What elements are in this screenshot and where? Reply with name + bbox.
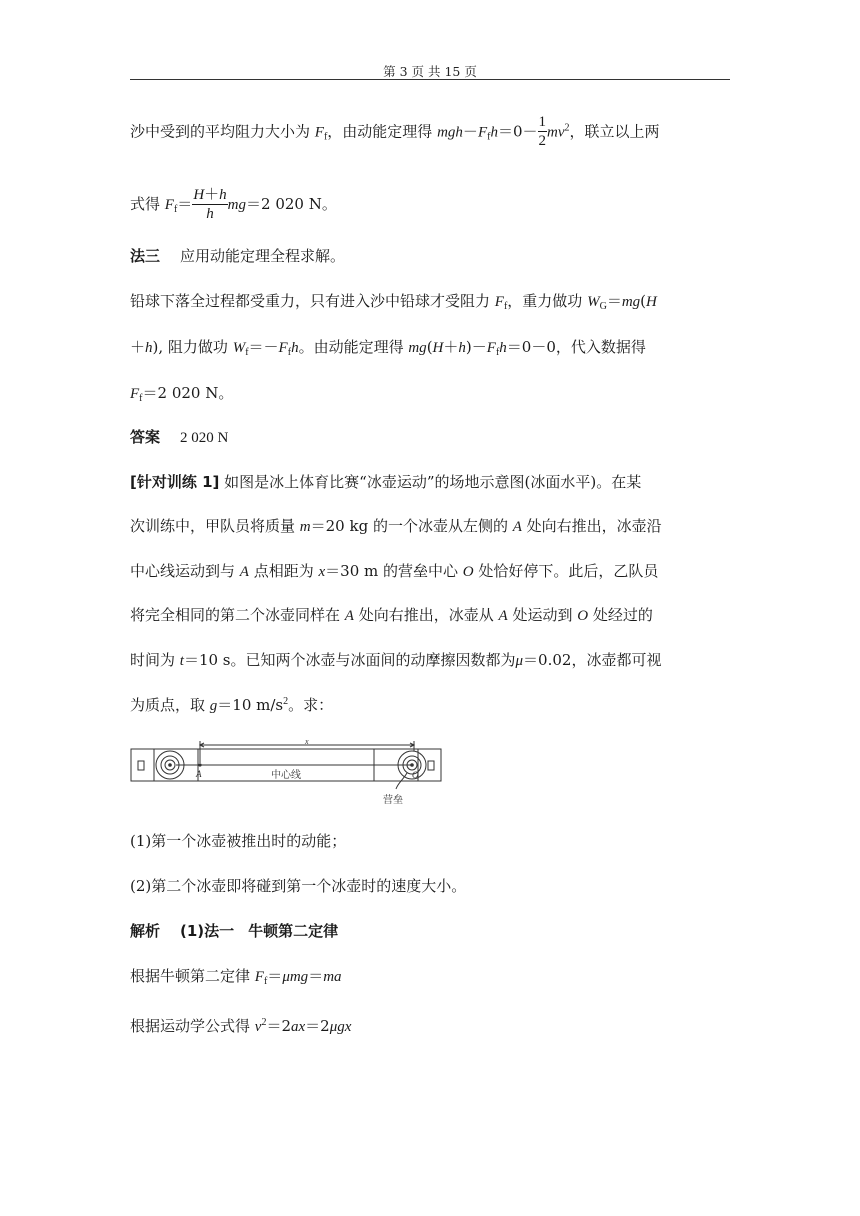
answer-label: 答案 bbox=[130, 428, 161, 446]
training-line-4: 将完全相同的第二个冰壶同样在 A 处向右推出，冰壶从 A 处运动到 O 处经过的 bbox=[130, 606, 653, 624]
point-a-marker bbox=[198, 763, 201, 766]
solution-heading: 解析 (1)法一 牛顿第二定律 bbox=[130, 922, 339, 940]
question-2: (2)第二个冰壶即将碰到第一个冰壶时的速度大小。 bbox=[130, 877, 467, 895]
page-header: 第 3 页 共 15 页 bbox=[383, 64, 477, 79]
fraction-h-ratio: $\frac{H+h}{h}$ bbox=[193, 185, 227, 222]
training-line-2: 次训练中，甲队员将质量 m＝20 kg 的一个冰壶从左侧的 A 处向右推出，冰壶沿 bbox=[130, 517, 662, 535]
training-line-5: 时间为 t＝10 s。已知两个冰壶与冰面间的动摩擦因数都为μ＝0.02，冰壶都可视 bbox=[130, 651, 662, 669]
text-line-5: ＋h), 阻力做功 $W_f=-F_fh$。由动能定理得 $mg(H+h)-F_fh=0-0$，代入数据得 bbox=[130, 338, 646, 358]
text-line-1: 沙中受到的平均阻力大小为 $F_f$，由动能定理得 $mgh-F_fh=0-$ $\frac{1}{2}$ $mv^2$，联立以上两 bbox=[130, 114, 660, 149]
text-line-6: $F_f=2$ 020 N。 bbox=[130, 384, 234, 404]
training-line-6: 为质点，取 g＝10 $m/s^2$。求： bbox=[130, 696, 334, 714]
training-label: [针对训练 1] bbox=[130, 473, 220, 491]
curling-sheet-diagram bbox=[130, 737, 442, 807]
text-line-4: 铅球下落全过程都受重力，只有进入沙中铅球才受阻力 $F_f$，重力做功 $W_G=mg(H$ bbox=[130, 292, 657, 312]
answer-line bbox=[130, 426, 730, 449]
newton-law-line: 根据牛顿第二定律 $F_f=\mu mg=ma$ bbox=[130, 967, 342, 987]
fraction-one-half: $\frac{1}{2}$ bbox=[538, 114, 546, 149]
right-hack bbox=[428, 761, 434, 770]
header-divider bbox=[130, 79, 730, 80]
house-label: 营垒 bbox=[383, 795, 403, 806]
method-three-heading: 法三 应用动能定理全程求解。 bbox=[130, 247, 346, 265]
x-label: x bbox=[305, 737, 309, 746]
text-line-2: 式得 $F_f=$ $\frac{H+h}{h}$ mg＝2 020 N。 bbox=[130, 185, 337, 222]
point-o-label: O bbox=[412, 770, 419, 780]
answer-value: 2 020 N bbox=[180, 430, 229, 446]
point-a-label: A bbox=[196, 769, 202, 779]
training-line-3: 中心线运动到与 A 点相距为 x＝30 m 的营垒中心 O 处恰好停下。此后，乙队员 bbox=[130, 562, 659, 580]
training-line-1: [针对训练 1] 如图是冰上体育比赛“冰壶运动”的场地示意图(冰面水平)。在某 bbox=[130, 473, 642, 491]
center-line-label: 中心线 bbox=[271, 770, 301, 781]
question-1: (1)第一个冰壶被推出时的动能； bbox=[130, 832, 347, 850]
left-hack bbox=[138, 761, 144, 770]
kinematics-line: 根据运动学公式得 $v^2=2ax=2\mu gx$ bbox=[130, 1017, 352, 1035]
